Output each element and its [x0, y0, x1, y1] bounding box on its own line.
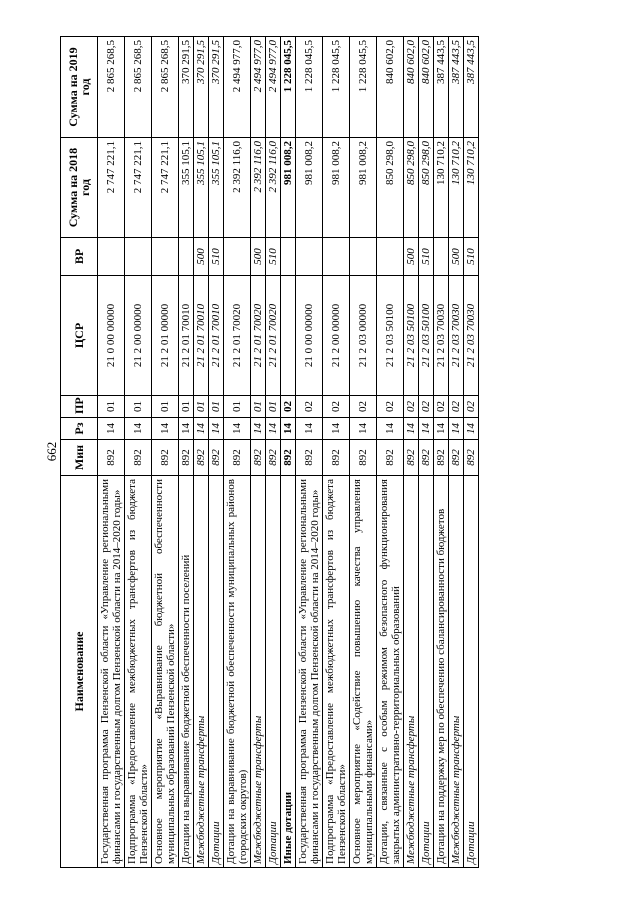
row-csr: 21 2 03 50100: [419, 276, 434, 396]
row-rz: 14: [377, 418, 404, 440]
row-name: Подпрограмма «Предоставление межбюджетных трансфертов из бюджета Пензенской области»: [125, 476, 152, 868]
table-row: [125, 37, 152, 868]
row-sum-2019: 2 494 977,0: [251, 37, 266, 138]
row-rz: 14: [251, 418, 266, 440]
row-csr: 21 2 01 70010: [209, 276, 224, 396]
row-rz: 14: [125, 418, 152, 440]
table-row: [152, 37, 179, 868]
row-sum-2018: 2 392 116,0: [224, 138, 251, 238]
row-name: Дотации: [419, 476, 434, 868]
row-rz: 14: [449, 418, 464, 440]
row-name: Межбюджетные трансферты: [194, 476, 209, 868]
row-sum-2019: 1 228 045,5: [350, 37, 377, 138]
col-header-sum-2018: Сумма на 2018 год: [61, 138, 98, 238]
row-csr: 21 2 01 70020: [251, 276, 266, 396]
table-row: [209, 37, 224, 868]
row-min: 892: [281, 440, 296, 476]
table-row: [98, 37, 125, 868]
row-rz: 14: [464, 418, 479, 440]
row-csr: 21 0 00 00000: [296, 276, 323, 396]
row-name: Основное мероприятие «Содействие повышению качества управления муниципальными финансами»: [350, 476, 377, 868]
table-row: [179, 37, 194, 868]
row-csr: 21 2 00 00000: [323, 276, 350, 396]
row-pr: 01: [125, 396, 152, 418]
row-pr: 02: [449, 396, 464, 418]
table-body: [98, 37, 479, 868]
row-sum-2019: 1 228 045,5: [296, 37, 323, 138]
row-sum-2019: 840 602,0: [377, 37, 404, 138]
row-min: 892: [434, 440, 449, 476]
row-rz: 14: [281, 418, 296, 440]
col-header-csr: ЦСР: [61, 276, 98, 396]
col-header-min: Мин: [61, 440, 98, 476]
row-name: Межбюджетные трансферты: [449, 476, 464, 868]
table-row: [434, 37, 449, 868]
row-sum-2019: 370 291,5: [194, 37, 209, 138]
row-min: 892: [224, 440, 251, 476]
row-sum-2018: 850 298,0: [419, 138, 434, 238]
row-sum-2018: 2 747 221,1: [152, 138, 179, 238]
row-pr: 01: [152, 396, 179, 418]
table-row: [296, 37, 323, 868]
row-rz: 14: [98, 418, 125, 440]
row-pr: 01: [98, 396, 125, 418]
row-sum-2018: 355 105,1: [194, 138, 209, 238]
row-name: Дотации: [209, 476, 224, 868]
row-csr: 21 0 00 00000: [98, 276, 125, 396]
row-sum-2018: 130 710,2: [464, 138, 479, 238]
row-pr: 02: [404, 396, 419, 418]
row-vr: [377, 238, 404, 276]
row-min: 892: [296, 440, 323, 476]
row-vr: 510: [209, 238, 224, 276]
row-vr: [281, 238, 296, 276]
row-pr: 01: [251, 396, 266, 418]
row-min: 892: [449, 440, 464, 476]
row-sum-2019: 840 602,0: [419, 37, 434, 138]
col-header-sum-2019: Сумма на 2019 год: [61, 37, 98, 138]
table-row: [281, 37, 296, 868]
row-csr: 21 2 03 50100: [377, 276, 404, 396]
row-rz: 14: [209, 418, 224, 440]
row-pr: 02: [464, 396, 479, 418]
row-name: Основное мероприятие «Выравнивание бюджетной обеспеченности муниципальных образований Пензенской области»: [152, 476, 179, 868]
col-header-pr: ПР: [61, 396, 98, 418]
row-csr: 21 2 03 00000: [350, 276, 377, 396]
row-csr: 21 2 03 70030: [464, 276, 479, 396]
row-sum-2018: 850 298,0: [404, 138, 419, 238]
row-name: Дотации: [266, 476, 281, 868]
row-name: Межбюджетные трансферты: [251, 476, 266, 868]
row-vr: [350, 238, 377, 276]
row-vr: [434, 238, 449, 276]
row-sum-2019: 387 443,5: [449, 37, 464, 138]
row-pr: 02: [281, 396, 296, 418]
row-name: Дотации на выравнивание бюджетной обеспеченности муниципальных районов (городских округов): [224, 476, 251, 868]
row-min: 892: [350, 440, 377, 476]
row-name: Государственная программа Пензенской области «Управление региональными финансами и государственным долгом Пензенской области на 2014–2020 годы»: [98, 476, 125, 868]
row-min: 892: [323, 440, 350, 476]
row-rz: 14: [323, 418, 350, 440]
row-sum-2019: 2 865 268,5: [98, 37, 125, 138]
row-min: 892: [179, 440, 194, 476]
row-min: 892: [377, 440, 404, 476]
row-pr: 01: [266, 396, 281, 418]
row-name: Дотации, связанные с особым режимом безопасного функционирования закрытых административно-территориальных образований: [377, 476, 404, 868]
row-name: Межбюджетные трансферты: [404, 476, 419, 868]
row-csr: [281, 276, 296, 396]
row-sum-2019: 387 443,5: [434, 37, 449, 138]
row-min: 892: [464, 440, 479, 476]
row-rz: 14: [224, 418, 251, 440]
col-header-rz: Рз: [61, 418, 98, 440]
row-sum-2019: 2 865 268,5: [152, 37, 179, 138]
row-sum-2018: 981 008,2: [350, 138, 377, 238]
row-rz: 14: [179, 418, 194, 440]
row-vr: [98, 238, 125, 276]
row-pr: 01: [179, 396, 194, 418]
budget-table: [60, 36, 479, 868]
row-rz: 14: [152, 418, 179, 440]
row-csr: 21 2 01 70010: [179, 276, 194, 396]
row-sum-2018: 2 747 221,1: [98, 138, 125, 238]
row-csr: 21 2 03 70030: [434, 276, 449, 396]
row-vr: [296, 238, 323, 276]
row-min: 892: [209, 440, 224, 476]
row-pr: 02: [419, 396, 434, 418]
row-sum-2018: 130 710,2: [449, 138, 464, 238]
row-min: 892: [266, 440, 281, 476]
row-sum-2018: 981 008,2: [281, 138, 296, 238]
row-vr: [179, 238, 194, 276]
row-sum-2019: 1 228 045,5: [323, 37, 350, 138]
row-sum-2019: 2 494 977,0: [266, 37, 281, 138]
row-csr: 21 2 01 00000: [152, 276, 179, 396]
row-pr: 02: [323, 396, 350, 418]
row-sum-2019: 1 228 045,5: [281, 37, 296, 138]
row-pr: 02: [377, 396, 404, 418]
row-sum-2019: 387 443,5: [464, 37, 479, 138]
row-csr: 21 2 03 50100: [404, 276, 419, 396]
page-number: 662: [44, 441, 59, 462]
row-rz: 14: [404, 418, 419, 440]
row-vr: 510: [266, 238, 281, 276]
row-rz: 14: [350, 418, 377, 440]
row-rz: 14: [266, 418, 281, 440]
row-csr: 21 2 01 70020: [266, 276, 281, 396]
row-sum-2019: 370 291,5: [209, 37, 224, 138]
row-min: 892: [194, 440, 209, 476]
row-sum-2018: 2 392 116,0: [266, 138, 281, 238]
row-csr: 21 2 03 70030: [449, 276, 464, 396]
table-row: [419, 37, 434, 868]
row-vr: [125, 238, 152, 276]
row-vr: 500: [449, 238, 464, 276]
row-name: Дотации на выравнивание бюджетной обеспеченности поселений: [179, 476, 194, 868]
row-sum-2018: 2 392 116,0: [251, 138, 266, 238]
row-sum-2018: 850 298,0: [377, 138, 404, 238]
row-min: 892: [125, 440, 152, 476]
row-pr: 01: [209, 396, 224, 418]
row-sum-2019: 2 865 268,5: [125, 37, 152, 138]
row-vr: 510: [419, 238, 434, 276]
row-name: Государственная программа Пензенской области «Управление региональными финансами и государственным долгом Пензенской области на 2014–2020 годы»: [296, 476, 323, 868]
row-csr: 21 2 01 70020: [224, 276, 251, 396]
col-header-name: Наименование: [61, 476, 98, 868]
row-sum-2018: 355 105,1: [179, 138, 194, 238]
row-sum-2018: 2 747 221,1: [125, 138, 152, 238]
row-csr: 21 2 00 00000: [125, 276, 152, 396]
row-min: 892: [404, 440, 419, 476]
row-vr: 500: [251, 238, 266, 276]
row-min: 892: [251, 440, 266, 476]
row-sum-2018: 981 008,2: [323, 138, 350, 238]
row-sum-2019: 840 602,0: [404, 37, 419, 138]
row-min: 892: [98, 440, 125, 476]
row-rz: 14: [296, 418, 323, 440]
row-pr: 02: [350, 396, 377, 418]
row-vr: 510: [464, 238, 479, 276]
table-row: [224, 37, 251, 868]
row-rz: 14: [419, 418, 434, 440]
row-sum-2018: 981 008,2: [296, 138, 323, 238]
table-row: [449, 37, 464, 868]
row-name: Дотации: [464, 476, 479, 868]
row-min: 892: [419, 440, 434, 476]
row-sum-2018: 130 710,2: [434, 138, 449, 238]
row-pr: 01: [224, 396, 251, 418]
table-row: [350, 37, 377, 868]
row-rz: 14: [434, 418, 449, 440]
row-name: Иные дотации: [281, 476, 296, 868]
col-header-vr: ВР: [61, 238, 98, 276]
row-name: Дотации на поддержку мер по обеспечению сбалансированности бюджетов: [434, 476, 449, 868]
row-name: Подпрограмма «Предоставление межбюджетных трансфертов из бюджета Пензенской области»: [323, 476, 350, 868]
row-sum-2019: 370 291,5: [179, 37, 194, 138]
row-pr: 02: [296, 396, 323, 418]
row-vr: 500: [404, 238, 419, 276]
table-row: [404, 37, 419, 868]
row-rz: 14: [194, 418, 209, 440]
table-row: [323, 37, 350, 868]
row-vr: [152, 238, 179, 276]
table-header-row: [61, 37, 98, 868]
row-pr: 02: [434, 396, 449, 418]
row-vr: [323, 238, 350, 276]
row-csr: 21 2 01 70010: [194, 276, 209, 396]
table-row: [377, 37, 404, 868]
row-vr: 500: [194, 238, 209, 276]
row-sum-2018: 355 105,1: [209, 138, 224, 238]
table-row: [251, 37, 266, 868]
row-sum-2019: 2 494 977,0: [224, 37, 251, 138]
rotated-page: [60, 37, 640, 868]
table-row: [266, 37, 281, 868]
row-vr: [224, 238, 251, 276]
table-row: [464, 37, 479, 868]
table-row: [194, 37, 209, 868]
row-pr: 01: [194, 396, 209, 418]
row-min: 892: [152, 440, 179, 476]
